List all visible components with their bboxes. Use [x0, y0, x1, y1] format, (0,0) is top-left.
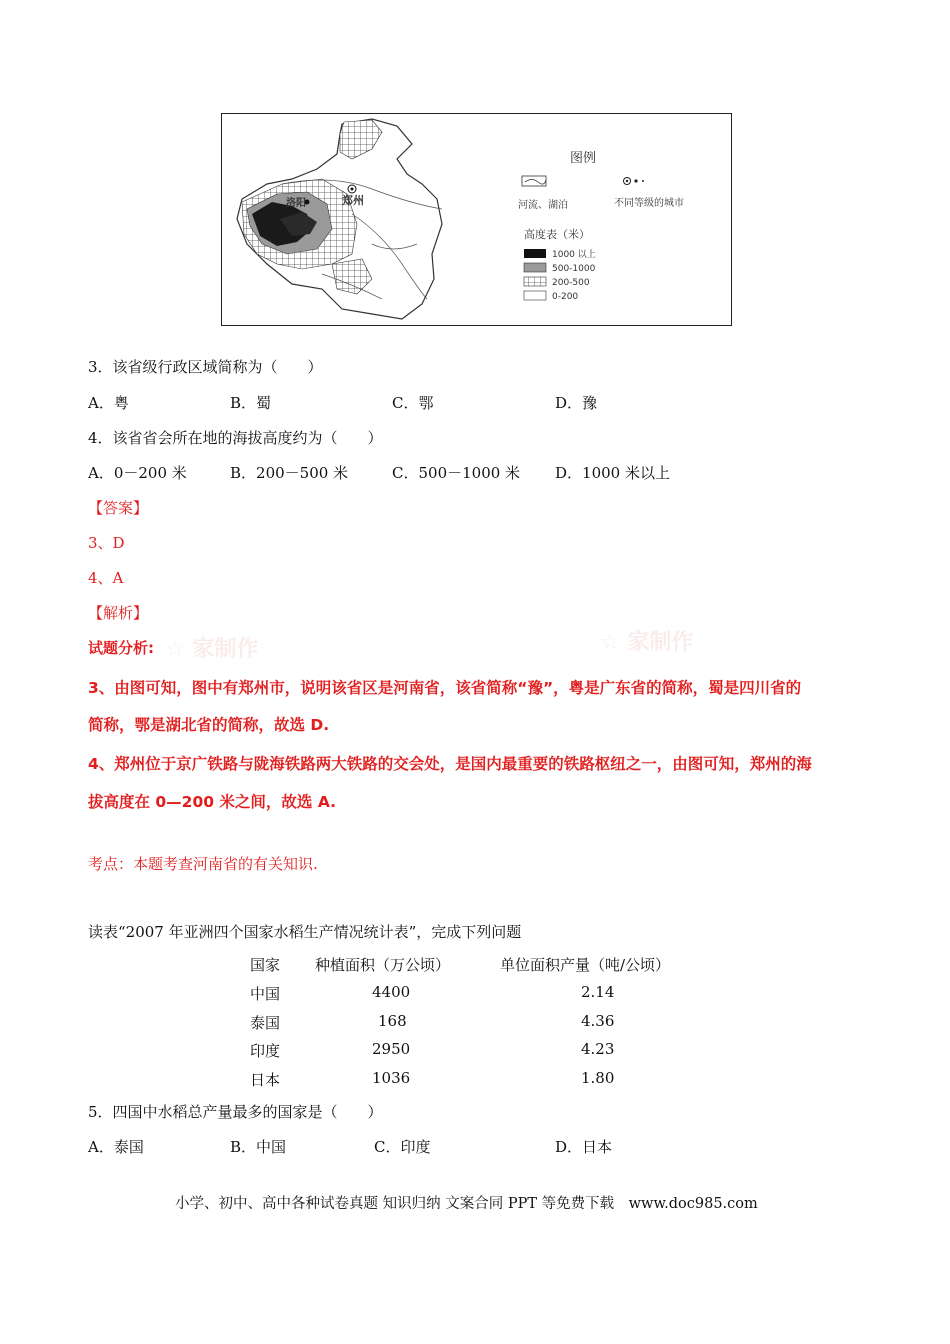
q5-option-d: D．日本 — [555, 1138, 613, 1156]
city-label-zhengzhou: 郑州 — [342, 194, 364, 207]
q4-option-a: A．0－200 米 — [88, 464, 187, 482]
kaodian: 考点：本题考查河南省的有关知识. — [88, 855, 318, 873]
table-cell: 4.36 — [581, 1012, 615, 1030]
table-cell: 4400 — [372, 983, 411, 1001]
q5-option-b: B．中国 — [230, 1138, 287, 1156]
answer-item: 4、A — [88, 569, 124, 587]
swatch-500-1000 — [524, 263, 546, 272]
legend-river-label: 河流、湖泊 — [518, 200, 568, 211]
answer-header: 【答案】 — [88, 499, 149, 517]
legend-title: 图例 — [570, 151, 597, 166]
table-cell: 印度 — [250, 1042, 281, 1060]
city-label-luoyang: 洛阳 — [286, 198, 306, 209]
analysis-header: 【解析】 — [88, 604, 149, 622]
swatch-0-200 — [524, 291, 546, 300]
q3-option-a: A．粤 — [88, 394, 129, 412]
answer-item: 3、D — [88, 534, 125, 552]
table-cell: 日本 — [250, 1071, 281, 1089]
analysis-line: 简称，鄂是湖北省的简称，故选 D. — [88, 716, 330, 734]
legend-city-label: 不同等级的城市 — [614, 198, 684, 209]
elevation-level: 500-1000 — [552, 264, 596, 274]
q3-stem: 3．该省级行政区域简称为（ ） — [88, 358, 323, 376]
map-svg — [222, 114, 732, 326]
q3-option-d: D．豫 — [555, 394, 598, 412]
elevation-level: 0-200 — [552, 292, 579, 302]
q3-option-c: C．鄂 — [392, 394, 434, 412]
table-header: 国家 — [250, 956, 281, 974]
watermark-right: ☆ 家制作 — [600, 630, 694, 655]
table-cell: 2.14 — [581, 983, 615, 1001]
table-cell: 2950 — [372, 1040, 411, 1058]
q5-stem: 5．四国中水稻总产量最多的国家是（ ） — [88, 1103, 383, 1121]
analysis-line: 3、由图可知，图中有郑州市，说明该省区是河南省，该省简称“豫”，粤是广东省的简称，蜀是四川省的 — [88, 679, 802, 697]
table-intro: 读表“2007 年亚洲四个国家水稻生产情况统计表”，完成下列问题 — [88, 923, 522, 941]
table-cell: 168 — [378, 1012, 407, 1030]
swatch-200-500 — [524, 277, 546, 286]
q4-option-d: D．1000 米以上 — [555, 464, 670, 482]
elevation-level: 200-500 — [552, 278, 590, 288]
table-cell: 1.80 — [581, 1069, 615, 1087]
table-cell: 4.23 — [581, 1040, 615, 1058]
table-header: 单位面积产量（吨/公顷） — [500, 956, 671, 974]
q4-option-c: C．500－1000 米 — [392, 464, 521, 482]
analysis-line: 4、郑州位于京广铁路与陇海铁路两大铁路的交会处，是国内最重要的铁路枢纽之一，由图可知，郑州的海 — [88, 755, 812, 773]
table-cell: 泰国 — [250, 1014, 281, 1032]
swatch-1000-plus — [524, 249, 546, 258]
q4-stem: 4．该省省会所在地的海拔高度约为（ ） — [88, 429, 383, 447]
watermark-left: ☆ 家制作 — [165, 637, 259, 662]
q4-option-b: B．200－500 米 — [230, 464, 349, 482]
elevation-title: 高度表（米） — [524, 228, 590, 241]
q5-option-a: A．泰国 — [88, 1138, 144, 1156]
q3-option-b: B．蜀 — [230, 394, 272, 412]
henan-elevation-map — [221, 113, 732, 326]
page-footer: 小学、初中、高中各种试卷真题 知识归纳 文案合同 PPT 等免费下载 www.doc985.com — [175, 1196, 758, 1212]
q5-option-c: C．印度 — [374, 1138, 431, 1156]
legend-river-swatch — [522, 176, 546, 186]
table-cell: 中国 — [250, 985, 281, 1003]
table-header: 种植面积（万公顷） — [315, 956, 451, 974]
elevation-level: 1000 以上 — [552, 250, 596, 260]
analysis-intro: 试题分析: — [88, 639, 154, 657]
table-cell: 1036 — [372, 1069, 411, 1087]
analysis-line: 拔高度在 0—200 米之间，故选 A. — [88, 793, 337, 811]
